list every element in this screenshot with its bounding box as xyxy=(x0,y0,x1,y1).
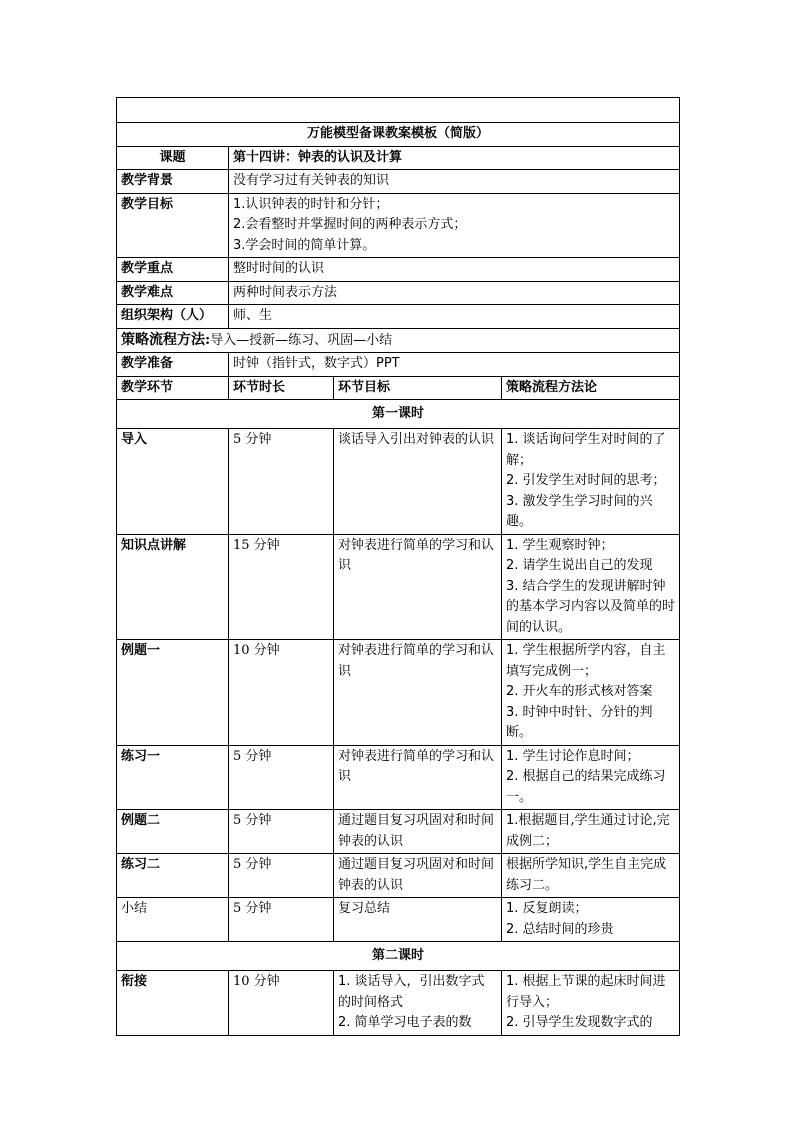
stage-name: 例题二 xyxy=(117,810,229,854)
stage-goal xyxy=(334,640,502,746)
method-line: 2. 开火车的形式核对答案 xyxy=(506,684,653,699)
stage-name: 衔接 xyxy=(117,971,229,1036)
goal-text: 2. 简单学习电子表的数 xyxy=(338,1015,472,1030)
stage-methods xyxy=(502,898,680,942)
stage-methods xyxy=(502,745,680,810)
header-duration: 环节时长 xyxy=(229,376,334,400)
stage-duration: 5 分钟 xyxy=(229,810,334,854)
stage-name: 小结 xyxy=(117,898,229,942)
stage-name: 例题一 xyxy=(117,640,229,746)
stage-duration: 5 分钟 xyxy=(229,745,334,810)
stage-duration: 15 分钟 xyxy=(229,534,334,640)
goal-text: 通过题目复习巩固对和时间钟表的认识 xyxy=(338,813,495,849)
strategy-value: 导入—授新—练习、巩固—小结 xyxy=(210,332,393,348)
goals-row xyxy=(117,193,680,258)
stage-name: 导入 xyxy=(117,429,229,535)
stage-goal xyxy=(334,810,502,854)
stage-goal xyxy=(334,745,502,810)
topic-row xyxy=(117,146,680,170)
stage-methods xyxy=(502,854,680,898)
background-value: 没有学习过有关钟表的知识 xyxy=(229,170,680,194)
stage-goal xyxy=(334,429,502,535)
goal-text: 对钟表进行简单的学习和认识 xyxy=(338,748,495,784)
blank-row xyxy=(117,98,680,123)
lesson2-title-row xyxy=(117,942,680,971)
topic-value: 第十四讲：钟表的认识及计算 xyxy=(229,146,680,170)
stage-name: 练习一 xyxy=(117,745,229,810)
method-line: 2. 根据自己的结果完成练习一。 xyxy=(506,769,666,805)
method-line: 2. 引导学生发现数字式的 xyxy=(506,1015,653,1030)
background-row xyxy=(117,170,680,194)
table-row xyxy=(117,745,680,810)
stage-duration: 5 分钟 xyxy=(229,854,334,898)
header-row xyxy=(117,376,680,400)
method-line: 2. 引发学生对时间的思考； xyxy=(506,473,666,488)
organization-value: 师、生 xyxy=(229,305,680,329)
method-line: 1. 学生观察时钟； xyxy=(506,537,614,553)
method-line: 3. 时钟中时针、分针的判断。 xyxy=(506,704,653,740)
key-point-row xyxy=(117,258,680,282)
method-line: 2. 请学生说出自己的发现 xyxy=(506,558,653,573)
difficulty-value: 两种时间表示方法 xyxy=(229,281,680,305)
method-line: 3. 激发学生学习时间的兴趣。 xyxy=(506,493,653,529)
preparation-value: 时钟（指针式，数字式）PPT xyxy=(229,353,680,377)
stage-methods xyxy=(502,429,680,535)
method-line: 1. 根据上节课的起床时间进行导入； xyxy=(506,974,666,1010)
key-point-value: 整时时间的认识 xyxy=(229,258,680,282)
stage-methods xyxy=(502,640,680,746)
difficulty-row xyxy=(117,281,680,305)
stage-name: 知识点讲解 xyxy=(117,534,229,640)
goal-text: 对钟表进行简单的学习和认识 xyxy=(338,643,495,679)
table-row xyxy=(117,971,680,1036)
method-line: 1.根据题目,学生通过讨论,完成例二； xyxy=(506,813,670,849)
strategy-cell xyxy=(117,328,680,353)
lesson-plan-table xyxy=(116,97,680,1036)
title-row xyxy=(117,123,680,147)
method-line: 1. 谈话询问学生对时间的了解； xyxy=(506,432,666,468)
goal-text: 通过题目复习巩固对和时间钟表的认识 xyxy=(338,857,495,893)
stage-duration: 5 分钟 xyxy=(229,898,334,942)
header-goal: 环节目标 xyxy=(334,376,502,400)
strategy-label: 策略流程方法: xyxy=(121,331,211,348)
preparation-row xyxy=(117,353,680,377)
organization-row xyxy=(117,305,680,329)
stage-goal xyxy=(334,534,502,640)
table-row xyxy=(117,429,680,535)
goal-line: 3.学会时间的简单计算。 xyxy=(233,237,376,253)
key-point-label: 教学重点 xyxy=(117,258,229,282)
stage-name: 练习二 xyxy=(117,854,229,898)
goals-value xyxy=(229,193,680,258)
stage-goal xyxy=(334,971,502,1036)
lesson2-title: 第二课时 xyxy=(117,942,680,971)
table-row xyxy=(117,854,680,898)
blank-cell xyxy=(117,98,680,123)
table-row xyxy=(117,898,680,942)
stage-goal xyxy=(334,898,502,942)
goal-line: 1.认识钟表的时针和分针； xyxy=(233,196,389,212)
stage-methods xyxy=(502,971,680,1036)
background-label: 教学背景 xyxy=(117,170,229,194)
table-row xyxy=(117,810,680,854)
goal-text: 对钟表进行简单的学习和认识 xyxy=(338,537,495,573)
strategy-row xyxy=(117,328,680,353)
preparation-label: 教学准备 xyxy=(117,353,229,377)
organization-label: 组织架构（人） xyxy=(117,305,229,329)
header-methods: 策略流程方法论 xyxy=(502,376,680,400)
goal-line: 2.会看整时并掌握时间的两种表示方式； xyxy=(233,217,467,232)
stage-duration: 10 分钟 xyxy=(229,971,334,1036)
method-line: 2. 总结时间的珍贵 xyxy=(506,921,614,937)
stage-duration: 10 分钟 xyxy=(229,640,334,746)
stage-duration: 5 分钟 xyxy=(229,429,334,535)
goal-text: 复习总结 xyxy=(338,901,391,916)
method-line: 3. 结合学生的发现讲解时钟的基本学习内容以及简单的时间的认识。 xyxy=(506,578,676,635)
stage-methods xyxy=(502,810,680,854)
goal-text: 谈话导入引出对钟表的认识 xyxy=(338,432,495,447)
goal-text: 1. 谈话导入，引出数字式的时间格式 xyxy=(338,974,485,1010)
lesson1-title: 第一课时 xyxy=(117,400,680,429)
method-line: 1. 学生根据所学内容，自主填写完成例一； xyxy=(506,643,666,679)
method-line: 1. 学生讨论作息时间； xyxy=(506,748,640,764)
header-stage: 教学环节 xyxy=(117,376,229,400)
topic-label: 课题 xyxy=(117,146,229,170)
document-title: 万能模型备课教案模板（简版） xyxy=(117,123,680,147)
goals-label: 教学目标 xyxy=(117,193,229,258)
method-line: 1. 反复朗读； xyxy=(506,901,588,916)
difficulty-label: 教学难点 xyxy=(117,281,229,305)
lesson1-title-row xyxy=(117,400,680,429)
table-row xyxy=(117,534,680,640)
stage-methods xyxy=(502,534,680,640)
table-row xyxy=(117,640,680,746)
method-line: 根据所学知识,学生自主完成练习二。 xyxy=(506,857,667,893)
stage-goal xyxy=(334,854,502,898)
